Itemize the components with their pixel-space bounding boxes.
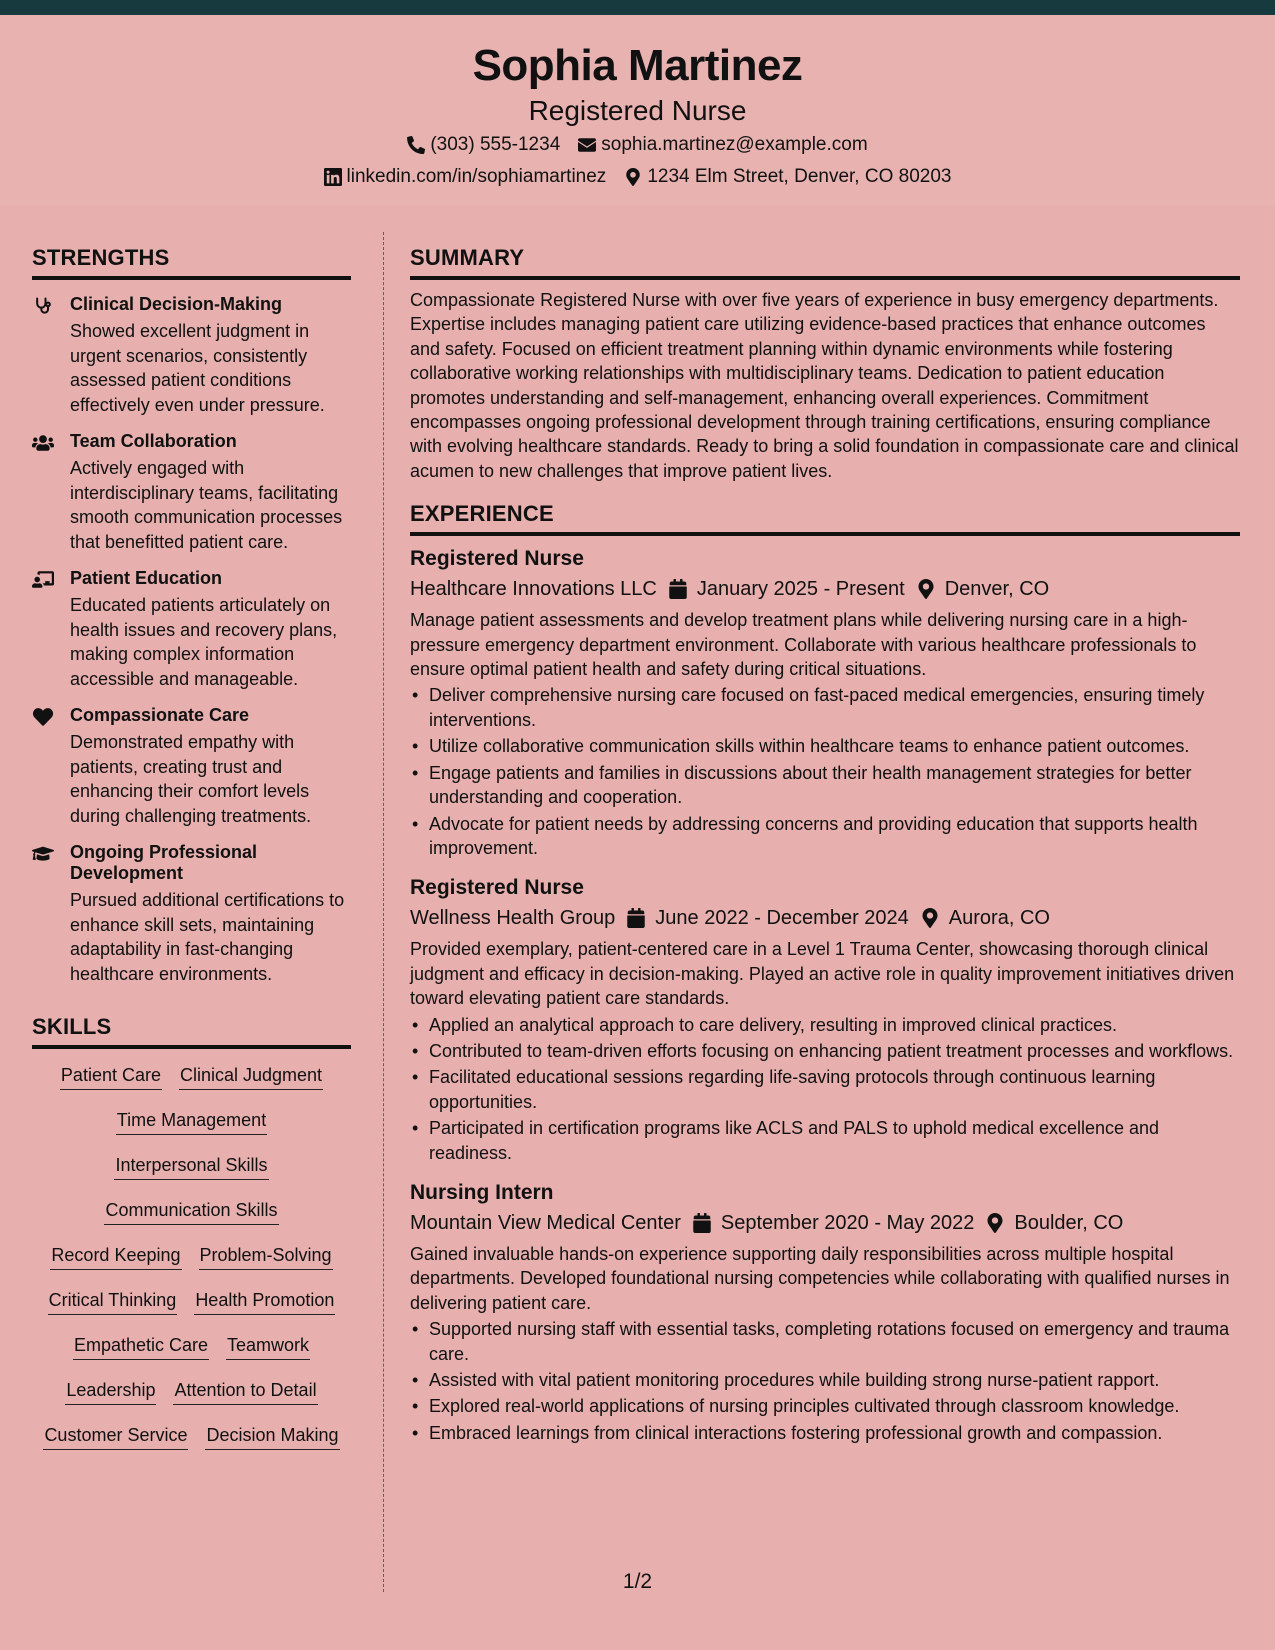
teacher-board-icon bbox=[32, 570, 54, 590]
top-bar bbox=[0, 0, 1275, 15]
strength-title: Clinical Decision-Making bbox=[70, 294, 283, 314]
strength-title: Compassionate Care bbox=[70, 705, 250, 725]
skill-tag: Critical Thinking bbox=[48, 1290, 178, 1315]
bullet-item: • Contributed to team-driven efforts focusing on enhancing patient treatment processes and workflows. bbox=[410, 1039, 1240, 1063]
experience-heading: EXPERIENCE bbox=[410, 501, 1240, 536]
bullet-text: Assisted with vital patient monitoring procedures while building strong nurse-patient rapport. bbox=[429, 1370, 1160, 1390]
skill-tag: Patient Care bbox=[60, 1065, 162, 1090]
job-location: Boulder, CO bbox=[1014, 1211, 1124, 1234]
candidate-name: Sophia Martinez bbox=[472, 41, 803, 90]
job-description: Gained invaluable hands-on experience supporting daily responsibilities across multiple hospital departments. Developed foundational nursing competencies while collaborating with qualified nurses in delivering patient care. bbox=[410, 1243, 1230, 1313]
job-description: Provided exemplary, patient-centered care in a Level 1 Trauma Center, showcasing thorough clinical judgment and efficacy in decision-making. Played an active role in quality improvement initiatives driven toward elevating patient care standards. bbox=[410, 939, 1235, 1009]
envelope-icon bbox=[578, 136, 596, 154]
candidate-role: Registered Nurse bbox=[528, 95, 747, 126]
email-text: sophia.martinez@example.com bbox=[601, 134, 868, 155]
skill-tag: Attention to Detail bbox=[173, 1380, 317, 1405]
job-company: Wellness Health Group bbox=[410, 907, 616, 930]
strength-item bbox=[32, 842, 351, 986]
bullet-item: • Applied an analytical approach to care delivery, resulting in improved clinical practices. bbox=[410, 1013, 1240, 1037]
calendar-icon bbox=[669, 579, 687, 599]
strength-title: Ongoing Professional Development bbox=[70, 842, 258, 883]
job-entry bbox=[410, 1179, 1240, 1445]
strengths-heading: STRENGTHS bbox=[32, 245, 351, 280]
skill-tag: Leadership bbox=[65, 1380, 156, 1405]
users-icon bbox=[32, 433, 54, 453]
phone-text: (303) 555-1234 bbox=[430, 134, 561, 155]
bullet-text: Applied an analytical approach to care delivery, resulting in improved clinical practices. bbox=[429, 1014, 1118, 1035]
strength-item bbox=[32, 294, 351, 417]
job-entry bbox=[410, 874, 1240, 1165]
map-marker-icon bbox=[624, 168, 642, 186]
bullet-text: Supported nursing staff with essential tasks, completing rotations focused on emergency and trauma care. bbox=[429, 1319, 1230, 1364]
job-company: Healthcare Innovations LLC bbox=[410, 578, 657, 601]
bullet-text: Deliver comprehensive nursing care focused on fast-paced medical emergencies, ensuring timely interventions. bbox=[429, 685, 1205, 730]
job-title: Registered Nurse bbox=[410, 876, 584, 900]
address-contact bbox=[624, 166, 951, 188]
bullet-text: Contributed to team-driven efforts focusing on enhancing patient treatment processes and workflows. bbox=[429, 1040, 1234, 1061]
skill-tag: Decision Making bbox=[205, 1425, 339, 1450]
strength-item bbox=[32, 431, 351, 554]
bullet-item: • Advocate for patient needs by addressing concerns and providing education that supports health improvement. bbox=[410, 812, 1240, 861]
summary-text: Compassionate Registered Nurse with over five years of experience in busy emergency departments. Expertise includes managing patient care utilizing evidence-based practices that enhance outcomes and safety. Focused on efficient treatment planning within dynamic environments while fostering collaborative working relationships with multidisciplinary teams. Dedication to patient education promotes understanding and self-management, enhancing overall experiences. Commitment encompasses ongoing professional development through training certifications, ensuring compliance with evolving healthcare standards. Ready to bring a solid foundation in compassionate care and clinical acumen to new challenges that improve patient lives. bbox=[410, 290, 1239, 481]
contact-row-1 bbox=[0, 134, 1275, 156]
summary-heading: SUMMARY bbox=[410, 245, 1240, 280]
calendar-icon bbox=[627, 908, 645, 928]
strength-item bbox=[32, 568, 351, 691]
bullet-text: Engage patients and families in discussions about their health management strategies for better understanding and cooperation. bbox=[429, 762, 1192, 808]
resume-header bbox=[0, 15, 1275, 205]
strength-item bbox=[32, 705, 351, 828]
strength-desc: Showed excellent judgment in urgent scenarios, consistently assessed patient conditions effectively even under pressure. bbox=[70, 321, 325, 415]
job-entry bbox=[410, 545, 1240, 860]
graduation-cap-icon bbox=[32, 844, 54, 864]
linkedin-icon bbox=[324, 168, 342, 186]
job-location: Aurora, CO bbox=[948, 907, 1050, 930]
skill-tag: Problem-Solving bbox=[199, 1245, 333, 1270]
bullet-text: Participated in certification programs like ACLS and PALS to uphold medical excellence and readiness. bbox=[429, 1118, 1160, 1163]
bullet-text: Embraced learnings from clinical interactions fostering professional growth and compassion. bbox=[429, 1422, 1163, 1443]
job-bullets bbox=[410, 1317, 1240, 1445]
bullet-item: • Facilitated educational sessions regarding life-saving protocols through continuous learning opportunities. bbox=[410, 1065, 1240, 1114]
map-marker-icon bbox=[917, 579, 935, 599]
phone-icon bbox=[407, 136, 425, 154]
job-bullets bbox=[410, 1013, 1240, 1165]
skill-tag: Health Promotion bbox=[194, 1290, 335, 1315]
strength-desc: Educated patients articulately on health issues and recovery plans, making complex information accessible and manageable. bbox=[70, 595, 338, 689]
left-column bbox=[32, 245, 351, 1460]
email-contact bbox=[578, 134, 867, 156]
strength-desc: Demonstrated empathy with patients, creating trust and enhancing their comfort levels during challenging treatments. bbox=[70, 732, 312, 826]
bullet-item: • Deliver comprehensive nursing care focused on fast-paced medical emergencies, ensuring timely interventions. bbox=[410, 683, 1240, 732]
linkedin-text: linkedin.com/in/sophiamartinez bbox=[346, 166, 607, 187]
skill-tag: Time Management bbox=[116, 1110, 267, 1135]
bullet-text: Advocate for patient needs by addressing concerns and providing education that supports health improvement. bbox=[429, 813, 1198, 858]
job-description: Manage patient assessments and develop treatment plans while delivering nursing care in a high-pressure emergency department environment. Collaborate with various healthcare professionals to ensure optimal patient health and safety during critical situations. bbox=[410, 610, 1197, 680]
bullet-item: • Explored real-world applications of nursing principles cultivated through classroom knowledge. bbox=[410, 1394, 1240, 1418]
bullet-item: • Embraced learnings from clinical interactions fostering professional growth and compassion. bbox=[410, 1421, 1240, 1445]
skills-list bbox=[32, 1055, 351, 1460]
job-location: Denver, CO bbox=[944, 578, 1050, 601]
skill-tag: Record Keeping bbox=[50, 1245, 181, 1270]
strength-desc: Pursued additional certifications to enhance skill sets, maintaining adaptability in fast-changing healthcare environments. bbox=[70, 890, 345, 984]
job-meta bbox=[410, 1209, 1240, 1237]
map-marker-icon bbox=[921, 908, 939, 928]
bullet-item: • Utilize collaborative communication skills within healthcare teams to enhance patient outcomes. bbox=[410, 734, 1240, 758]
bullet-item: • Engage patients and families in discussions about their health management strategies for better understanding and cooperation. bbox=[410, 761, 1240, 810]
phone-contact bbox=[407, 134, 560, 156]
heart-icon bbox=[32, 707, 54, 727]
address-text: 1234 Elm Street, Denver, CO 80203 bbox=[647, 166, 952, 187]
skill-tag: Customer Service bbox=[43, 1425, 188, 1450]
bullet-item: • Supported nursing staff with essential tasks, completing rotations focused on emergency and trauma care. bbox=[410, 1317, 1240, 1366]
linkedin-contact bbox=[324, 166, 607, 188]
bullet-text: Facilitated educational sessions regarding life-saving protocols through continuous learning opportunities. bbox=[429, 1067, 1156, 1112]
bullet-text: Utilize collaborative communication skills within healthcare teams to enhance patient outcomes. bbox=[429, 736, 1190, 757]
bullet-text: Explored real-world applications of nursing principles cultivated through classroom knowledge. bbox=[429, 1396, 1180, 1417]
strength-title: Team Collaboration bbox=[70, 431, 237, 451]
skills-heading: SKILLS bbox=[32, 1014, 351, 1049]
skill-tag: Interpersonal Skills bbox=[114, 1155, 268, 1180]
skill-tag: Communication Skills bbox=[104, 1200, 278, 1225]
job-title: Registered Nurse bbox=[410, 547, 584, 571]
strength-desc: Actively engaged with interdisciplinary teams, facilitating smooth communication processes that benefitted patient care. bbox=[70, 458, 343, 552]
skill-tag: Clinical Judgment bbox=[179, 1065, 323, 1090]
job-bullets bbox=[410, 683, 1240, 860]
calendar-icon bbox=[693, 1213, 711, 1233]
job-dates: September 2020 - May 2022 bbox=[720, 1211, 975, 1234]
job-dates: January 2025 - Present bbox=[696, 578, 905, 601]
job-dates: June 2022 - December 2024 bbox=[655, 907, 909, 930]
skill-tag: Teamwork bbox=[226, 1335, 310, 1360]
skill-tag: Empathetic Care bbox=[73, 1335, 209, 1360]
right-column bbox=[410, 245, 1240, 1445]
job-title: Nursing Intern bbox=[410, 1180, 554, 1204]
bullet-item: • Participated in certification programs like ACLS and PALS to uphold medical excellence and readiness. bbox=[410, 1116, 1240, 1165]
page-number: 1/2 bbox=[622, 1570, 653, 1593]
stethoscope-icon bbox=[32, 296, 54, 316]
job-meta bbox=[410, 904, 1240, 932]
job-company: Mountain View Medical Center bbox=[410, 1211, 681, 1234]
column-divider bbox=[383, 232, 384, 1592]
contact-row-2 bbox=[0, 166, 1275, 188]
job-meta bbox=[410, 575, 1240, 603]
strength-title: Patient Education bbox=[70, 568, 223, 588]
bullet-item: • Assisted with vital patient monitoring procedures while building strong nurse-patient rapport. bbox=[410, 1368, 1240, 1392]
map-marker-icon bbox=[986, 1213, 1004, 1233]
